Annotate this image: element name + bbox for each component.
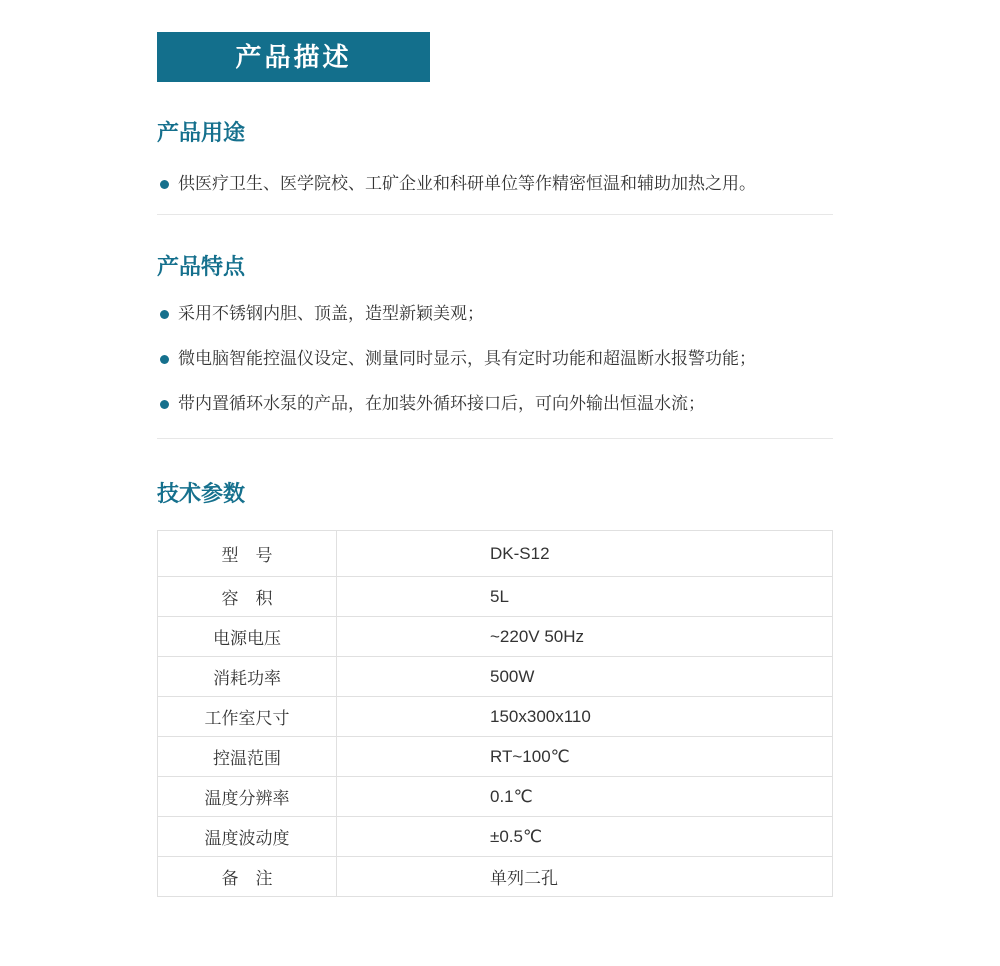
spec-value-cell: RT~100℃ <box>337 737 833 777</box>
table-row <box>158 531 833 577</box>
table-row <box>158 617 833 657</box>
spec-value-cell: 150x300x110 <box>337 697 833 737</box>
section-title-specs: 技术参数 <box>157 481 246 506</box>
spec-value-cell: 单列二孔 <box>337 857 833 897</box>
spec-value-cell: ~220V 50Hz <box>337 617 833 657</box>
divider <box>157 214 833 215</box>
feature-bullet-item <box>157 347 833 371</box>
spec-label-cell: 工作室尺寸 <box>158 697 337 737</box>
table-row <box>158 577 833 617</box>
table-row <box>158 817 833 857</box>
banner-title: 产品描述 <box>235 42 352 72</box>
bullet-icon <box>160 180 169 189</box>
spec-label-cell: 温度分辨率 <box>158 777 337 817</box>
divider <box>157 438 833 439</box>
bullet-icon <box>160 310 169 319</box>
spec-label-cell: 型 号 <box>158 531 337 577</box>
feature-bullet-text: 采用不锈钢内胆、顶盖，造型新颖美观； <box>178 304 484 323</box>
feature-bullet-item <box>157 392 833 416</box>
spec-value-cell: ±0.5℃ <box>337 817 833 857</box>
feature-bullet-item <box>157 302 833 326</box>
table-row <box>158 737 833 777</box>
table-row <box>158 777 833 817</box>
spec-value-cell: 500W <box>337 657 833 697</box>
feature-bullet-text: 微电脑智能控温仪设定、测量同时显示，具有定时功能和超温断水报警功能； <box>178 349 756 368</box>
bullet-icon <box>160 400 169 409</box>
table-row <box>158 657 833 697</box>
features-list <box>157 302 833 416</box>
table-row <box>158 697 833 737</box>
usage-bullet-text: 供医疗卫生、医学院校、工矿企业和科研单位等作精密恒温和辅助加热之用。 <box>178 174 756 193</box>
spec-value-cell: 5L <box>337 577 833 617</box>
feature-bullet-text: 带内置循环水泵的产品，在加装外循环接口后，可向外输出恒温水流； <box>178 394 705 413</box>
table-row <box>158 857 833 897</box>
specs-table <box>157 530 833 897</box>
spec-label-cell: 备 注 <box>158 857 337 897</box>
spec-label-cell: 温度波动度 <box>158 817 337 857</box>
spec-label-cell: 消耗功率 <box>158 657 337 697</box>
usage-bullet-item <box>157 172 833 196</box>
spec-label-cell: 电源电压 <box>158 617 337 657</box>
section-title-features: 产品特点 <box>157 254 246 279</box>
spec-value-cell: 0.1℃ <box>337 777 833 817</box>
spec-label-cell: 控温范围 <box>158 737 337 777</box>
section-title-usage: 产品用途 <box>157 120 246 145</box>
product-description-banner <box>157 32 430 82</box>
spec-value-cell: DK-S12 <box>337 531 833 577</box>
spec-label-cell: 容 积 <box>158 577 337 617</box>
bullet-icon <box>160 355 169 364</box>
product-description-page <box>157 0 833 897</box>
